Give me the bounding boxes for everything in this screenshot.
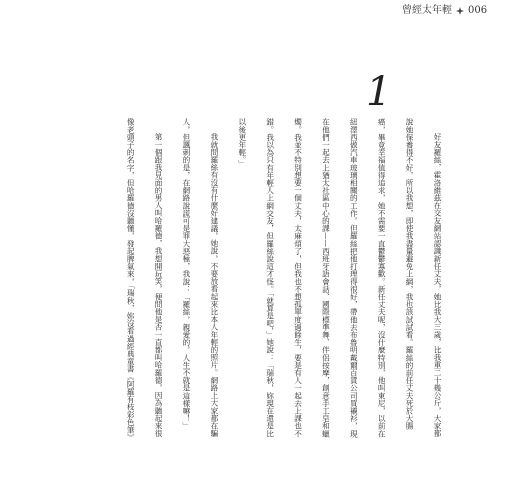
book-title: 曾經太年輕 — [402, 5, 452, 16]
text-line: 說她保養得不好，所以我想，即使我盡量避免上網，我也該試試看。羅絲的前任丈夫死於大腸 — [405, 118, 415, 430]
running-header — [402, 4, 487, 18]
paragraph — [116, 118, 172, 458]
text-line: 好友羅絲，霍洛維茲在交友網站認識新任丈夫，她比我大三歲，比我重二十幾公斤，大家都 — [433, 133, 442, 438]
paragraph — [172, 118, 228, 458]
text-line: 錯。我以為只有年輕人上網交友，但羅絲說這才怪。「就算是吧，」她說：「瑞秋，妳現在還是比 — [265, 118, 275, 438]
body-text — [116, 118, 451, 458]
text-line: 我就問羅絲有沒有什麼好建議，她說，不要放看起來比本人年輕的照片。網路上大家都在騙 — [209, 133, 219, 438]
text-line: 像老頭子的名字，但哈羅德沒聽懂，發起脾氣來，「瑞秋，妳沒看過經典童書《阿羅有枝彩色筆》 — [126, 118, 136, 441]
page-number: 006 — [468, 5, 488, 16]
text-line: 以後更年輕。」 — [237, 118, 247, 168]
paragraph — [228, 118, 451, 458]
text-line: 在他們一起去上猶太社區中心的課——西班牙語會話、國際標準舞、伴侶按摩，創意手工皂和蠟 — [321, 118, 331, 438]
text-line: 紐澤西做汽車玻璃相關的工作。但羅絲把他打理得很好，帶他去布魯明戴爾百貨公司買襯衫，現 — [349, 118, 359, 438]
text-line: 第一個跟我見面的男人叫哈羅德，我想開玩笑，便問他是否一直都叫哈羅德，因為聽起來很 — [154, 133, 164, 438]
text-line: 人，但諷刺的是，在網路說謊可是罪大惡極，我說：「羅絲，親愛的，人生不就是這樣嘛！」 — [181, 118, 191, 430]
chapter-number: 1 — [366, 69, 392, 115]
four-point-star-icon — [456, 7, 464, 15]
text-line: 燭。我並不特別想要一個丈夫，太麻煩了，但我也不想孤單度過餘生，要是有人一起去上課也不 — [293, 118, 303, 438]
text-line: 癌，畢竟幸福值得追求，她不需要一直鬱鬱寡歡。新任丈夫呢，沒什麼特別，他叫東尼，以前在 — [377, 118, 387, 438]
